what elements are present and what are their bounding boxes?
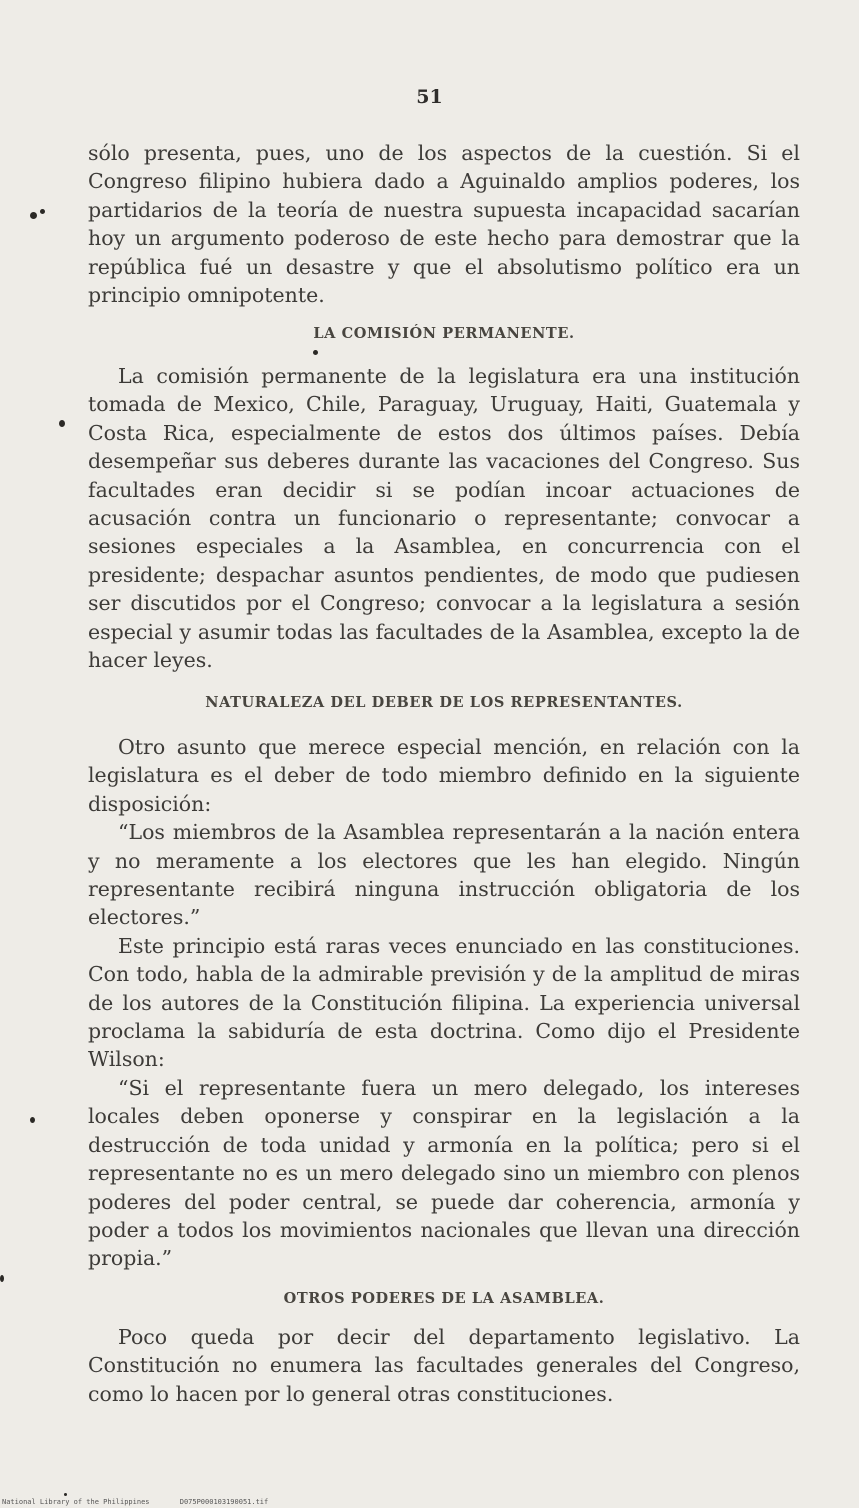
page-number: 51 <box>416 86 443 108</box>
margin-speck <box>0 1275 4 1282</box>
footer-library: National Library of the Philippines <box>2 1498 150 1506</box>
quote-1-text: “Los miembros de la Asamblea representarán a la nación entera y no meramente a los electores que les han elegido. Ningún representante recibirá ninguna instrucción obligatoria de los electores.” <box>88 820 800 930</box>
paragraph-group-2 <box>88 733 800 1273</box>
paragraph-1-text: sólo presenta, pues, uno de los aspectos de la cuestión. Si el Congreso filipino hubiera dado a Aguinaldo amplios poderes, los partidarios de la teoría de nuestra supuesta incapacidad sacarían hoy un argumento poderoso de este hecho para demostrar que la república fué un desastre y que el absolutismo político era un principio omnipotente. <box>88 141 800 308</box>
paragraph-2 <box>88 362 800 674</box>
margin-speck <box>64 1493 67 1496</box>
scan-footer <box>2 1498 268 1506</box>
margin-speck <box>30 212 37 219</box>
margin-speck <box>313 350 318 355</box>
paragraph-7 <box>88 1323 800 1408</box>
paragraph-2-text: La comisión permanente de la legislatura era una institución tomada de Mexico, Chile, Paraguay, Uruguay, Haiti, Guatemala y Costa Rica, especialmente de estos dos últimos países. Debía desempeñar sus deberes durante las vacaciones del Congreso. Sus facultades eran decidir si se podían incoar actuaciones de acusación contra un funcionario o representante; convocar a sesiones especiales a la Asamblea, en concurrencia con el presidente; despachar asuntos pendientes, de modo que pudiesen ser discutidos por el Congreso; convocar a la legislatura a sesión especial y asumir todas las facultades de la Asamblea, excepto la de hacer leyes. <box>88 364 800 673</box>
margin-speck <box>40 209 45 214</box>
paragraph-5-text: Este principio está raras veces enunciado en las constituciones. Con todo, habla de la admirable previsión y de la amplitud de miras de los autores de la Constitución filipina. La experiencia universal proclama la sabiduría de esta doctrina. Como dijo el Presidente Wilson: <box>88 933 800 1072</box>
paragraph-7-text: Poco queda por decir del departamento legislativo. La Constitución no enumera las facultades generales del Congreso, como lo hacen por lo general otras constituciones. <box>88 1325 800 1406</box>
paragraph-1 <box>88 139 800 309</box>
margin-speck <box>30 1117 35 1123</box>
heading-naturaleza-deber: NATURALEZA DEL DEBER DE LOS REPRESENTANTES. <box>205 694 683 711</box>
paragraph-3-text: Otro asunto que merece especial mención, en relación con la legislatura es el deber de todo miembro definido en la siguiente disposición: <box>88 735 800 816</box>
footer-file: D075P000103190051.tif <box>179 1498 269 1506</box>
margin-speck <box>59 420 65 427</box>
heading-otros-poderes: OTROS PODERES DE LA ASAMBLEA. <box>283 1290 605 1307</box>
quote-2-text: “Si el representante fuera un mero delegado, los intereses locales deben oponerse y conspirar en la legislación a la destrucción de toda unidad y armonía en la política; pero si el representante no es un mero delegado sino un miembro con plenos poderes del poder central, se puede dar coherencia, armonía y poder a todos los movimientos nacionales que llevan una dirección propia.” <box>88 1075 800 1271</box>
heading-comision-permanente: LA COMISIÓN PERMANENTE. <box>313 325 575 342</box>
